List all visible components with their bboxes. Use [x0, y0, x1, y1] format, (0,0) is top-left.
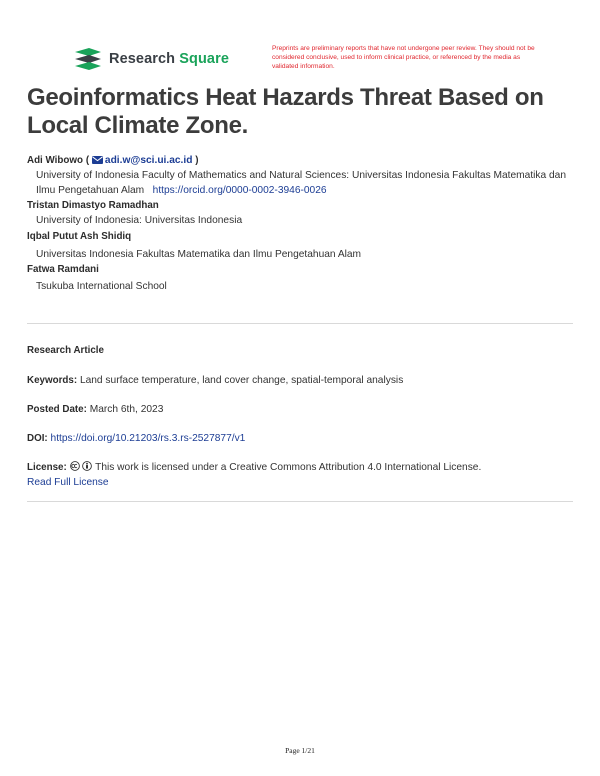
doi-link[interactable]: https://doi.org/10.21203/rs.3.rs-2527877/v1 — [50, 433, 246, 444]
logo-text-research: Research — [109, 51, 176, 67]
divider — [27, 501, 573, 502]
author-affiliation — [27, 168, 577, 198]
author-affiliation: Tsukuba International School — [36, 281, 167, 292]
author-name: Fatwa Ramdani — [27, 264, 99, 275]
header — [73, 44, 543, 76]
orcid-link[interactable]: https://orcid.org/0000-0002-3946-0026 — [152, 185, 327, 196]
doi-label: DOI: — [27, 433, 48, 444]
posted-date-value: March 6th, 2023 — [89, 404, 164, 415]
author-entry — [27, 229, 577, 262]
posted-date-label: Posted Date: — [27, 404, 87, 415]
logo-text-square: Square — [179, 51, 229, 67]
author-list — [27, 153, 577, 294]
author-name: Iqbal Putut Ash Shidiq — [27, 231, 132, 242]
author-entry — [27, 262, 577, 294]
affiliation-text: University of Indonesia Faculty of Mathematics and Natural Sciences: Universitas Indonesia Fakultas Matematika dan Ilmu Pengetahuan Alam — [36, 170, 566, 196]
author-name: Tristan Dimastyo Ramadhan — [27, 200, 159, 211]
research-square-logo-icon — [73, 47, 103, 71]
keywords — [27, 373, 577, 388]
author-entry — [27, 153, 577, 198]
preprint-notice: Preprints are preliminary reports that have not undergone peer review. They should not be considered conclusive, used to inform clinical practice, or referenced by the media as validated information. — [272, 45, 535, 70]
author-affiliation: University of Indonesia: Universitas Indonesia — [36, 215, 243, 226]
email-open-paren: ( — [85, 155, 90, 166]
article-type — [27, 343, 577, 358]
divider — [27, 323, 573, 324]
paper-title: Geoinformatics Heat Hazards Threat Based on Local Climate Zone. — [27, 84, 544, 139]
research-square-logo[interactable] — [73, 47, 229, 71]
author-entry — [27, 198, 577, 228]
logo-text — [109, 51, 229, 67]
envelope-icon — [92, 156, 103, 164]
article-type-label: Research Article — [27, 345, 104, 356]
email-close-paren: ) — [195, 155, 199, 166]
read-full-license-link[interactable]: Read Full License — [27, 477, 109, 488]
author-email-link[interactable] — [92, 155, 193, 166]
keywords-label: Keywords: — [27, 375, 78, 386]
author-line — [27, 153, 577, 168]
attribution-icon — [82, 461, 92, 471]
author-name: Adi Wibowo — [27, 155, 83, 166]
posted-date — [27, 402, 577, 417]
author-email: adi.w@sci.ui.ac.id — [104, 155, 193, 166]
license-text: This work is licensed under a Creative Commons Attribution 4.0 International License. — [95, 462, 482, 473]
license-label: License: — [27, 462, 67, 473]
doi — [27, 431, 577, 446]
creative-commons-icon — [70, 461, 80, 471]
license — [27, 460, 577, 490]
page-number: Page 1/21 — [285, 746, 315, 755]
keywords-value: Land surface temperature, land cover change, spatial-temporal analysis — [79, 375, 404, 386]
author-affiliation: Universitas Indonesia Fakultas Matematika dan Ilmu Pengetahuan Alam — [36, 249, 362, 260]
